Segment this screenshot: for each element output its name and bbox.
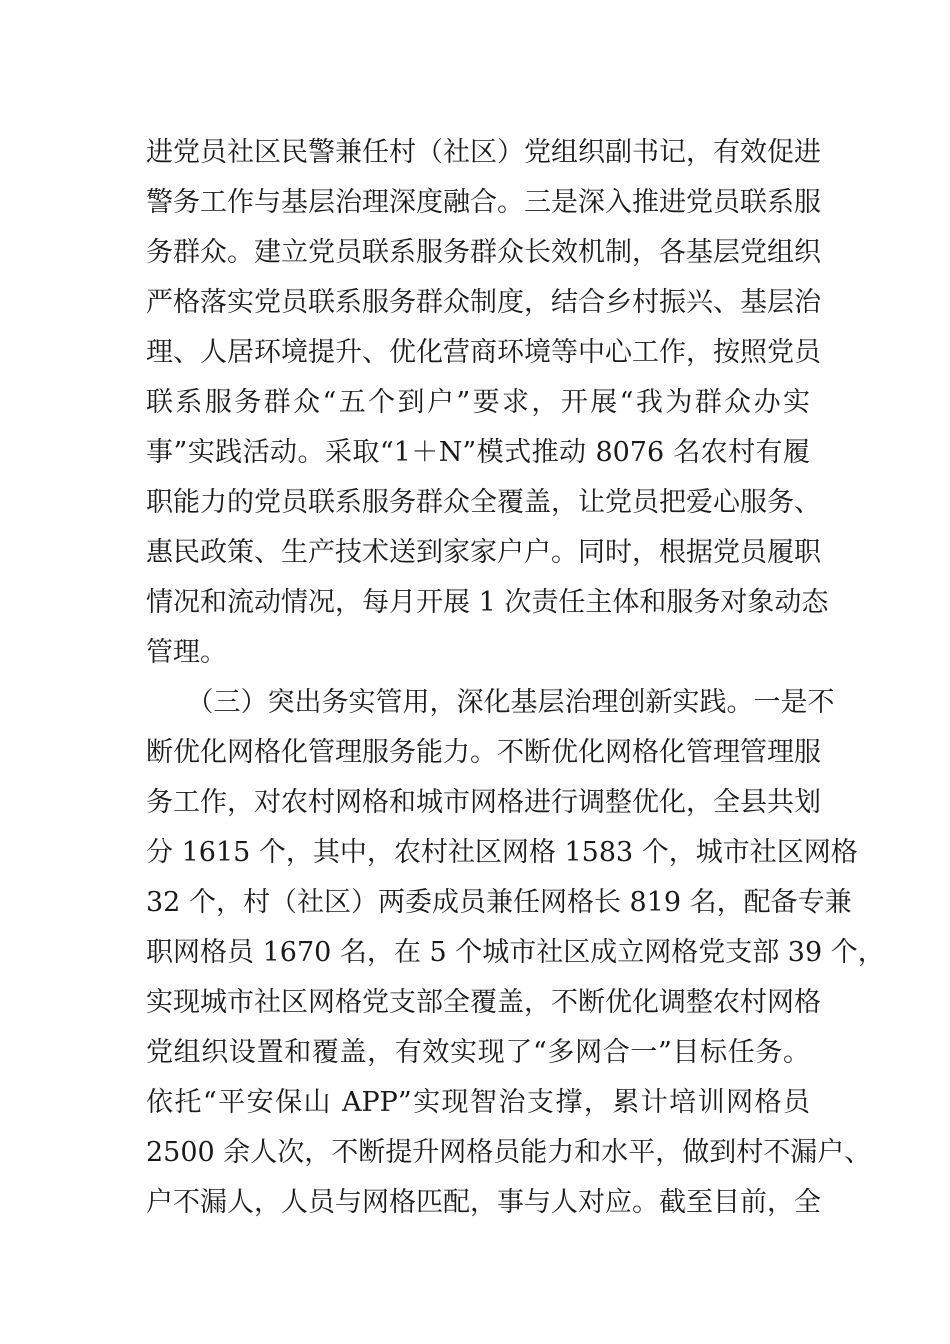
text-line: 职网格员 1670 名，在 5 个城市社区成立网格党支部 39 个， [146, 937, 885, 968]
paragraph-end-line: 管理。 [146, 637, 227, 668]
text-line: 事”实践活动。采取“1＋N”模式推动 8076 名农村有履 [146, 437, 810, 468]
text-line: 分 1615 个，其中，农村社区网格 1583 个，城市社区网格 [146, 837, 858, 868]
text-line: 务工作，对农村网格和城市网格进行调整优化，全县共划 [146, 787, 821, 818]
body-text [146, 128, 885, 1228]
text-line: 进党员社区民警兼任村（社区）党组织副书记，有效促进 [146, 137, 821, 168]
text-line: 情况和流动情况，每月开展 1 次责任主体和服务对象动态 [146, 587, 829, 618]
text-line: 党组织设置和覆盖，有效实现了“多网合一”目标任务。 [146, 1037, 810, 1068]
section-heading-line: （三）突出务实管用，深化基层治理创新实践。一是不 [146, 687, 835, 718]
text-line: 2500 余人次，不断提升网格员能力和水平，做到村不漏户、 [146, 1137, 872, 1168]
text-line: 职能力的党员联系服务群众全覆盖，让党员把爱心服务、 [146, 487, 821, 518]
text-line: 32 个，村（社区）两委成员兼任网格长 819 名，配备专兼 [146, 887, 852, 918]
text-line: 断优化网格化管理服务能力。不断优化网格化管理管理服 [146, 737, 821, 768]
text-line: 惠民政策、生产技术送到家家户户。同时，根据党员履职 [146, 537, 821, 568]
text-line: 理、人居环境提升、优化营商环境等中心工作，按照党员 [146, 337, 821, 368]
text-line: 警务工作与基层治理深度融合。三是深入推进党员联系服 [146, 187, 821, 218]
text-line: 严格落实党员联系服务群众制度，结合乡村振兴、基层治 [146, 287, 821, 318]
text-line: 务群众。建立党员联系服务群众长效机制，各基层党组织 [146, 237, 821, 268]
text-line: 户不漏人，人员与网格匹配，事与人对应。截至目前，全 [146, 1187, 821, 1218]
text-line: 实现城市社区网格党支部全覆盖，不断优化调整农村网格 [146, 987, 821, 1018]
text-line: 依托“平安保山 APP”实现智治支撑，累计培训网格员 [146, 1087, 810, 1118]
text-line: 联系服务群众“五个到户”要求，开展“我为群众办实 [146, 387, 810, 418]
